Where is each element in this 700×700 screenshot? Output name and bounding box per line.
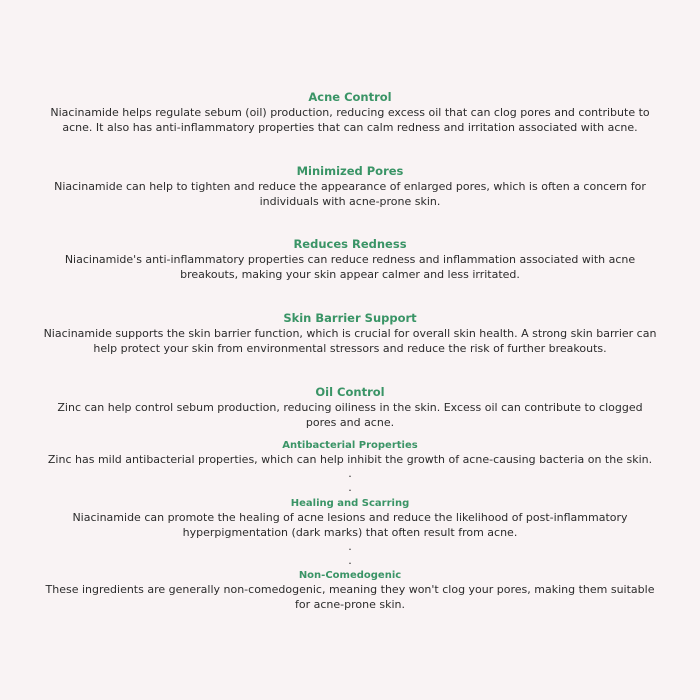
section-text: Niacinamide can help to tighten and reduce the appearance of enlarged pores, which is often a concern for individuals with acne-prone skin. <box>54 180 646 208</box>
separator-dot: . <box>348 481 352 494</box>
section-skin-barrier-support <box>38 311 663 356</box>
section-title: Non-Comedogenic <box>298 570 402 581</box>
section-text: Niacinamide helps regulate sebum (oil) production, reducing excess oil that can clog pores and contribute to acne. It also has anti-inflammatory properties that can calm redness and irritation associated with acne. <box>50 106 650 134</box>
section-healing-and-scarring <box>40 497 660 568</box>
section-text: Zinc can help control sebum production, reducing oiliness in the skin. Excess oil can contribute to clogged pores and acne. <box>57 401 643 429</box>
section-text: Niacinamide can promote the healing of acne lesions and reduce the likelihood of post-inflammatory hyperpigmentation (dark marks) that often result from acne. <box>72 511 628 539</box>
section-reduces-redness <box>50 237 650 282</box>
section-title: Acne Control <box>308 90 392 104</box>
section-acne-control <box>40 90 660 135</box>
section-title: Reduces Redness <box>293 237 407 251</box>
section-non-comedogenic <box>44 569 656 612</box>
section-minimized-pores <box>45 164 655 209</box>
section-text: These ingredients are generally non-comedogenic, meaning they won't clog your pores, making them suitable for acne-prone skin. <box>45 583 655 611</box>
section-antibacterial-properties <box>40 439 660 495</box>
section-title: Minimized Pores <box>296 164 404 178</box>
section-text: Zinc has mild antibacterial properties, which can help inhibit the growth of acne-causing bacteria on the skin. <box>47 453 653 466</box>
separator-dot: . <box>348 554 352 567</box>
section-text: Niacinamide supports the skin barrier function, which is crucial for overall skin health. A strong skin barrier can help protect your skin from environmental stressors and reduce the risk of further breakouts. <box>43 327 657 355</box>
separator-dot: . <box>348 540 352 553</box>
section-text: Niacinamide's anti-inflammatory properties can reduce redness and inflammation associated with acne breakouts, making your skin appear calmer and less irritated. <box>64 253 636 281</box>
section-title: Skin Barrier Support <box>283 311 417 325</box>
section-title: Healing and Scarring <box>290 498 410 509</box>
separator-dot: . <box>348 467 352 480</box>
section-oil-control <box>48 385 653 430</box>
section-title: Antibacterial Properties <box>282 440 418 451</box>
section-title: Oil Control <box>315 385 385 399</box>
